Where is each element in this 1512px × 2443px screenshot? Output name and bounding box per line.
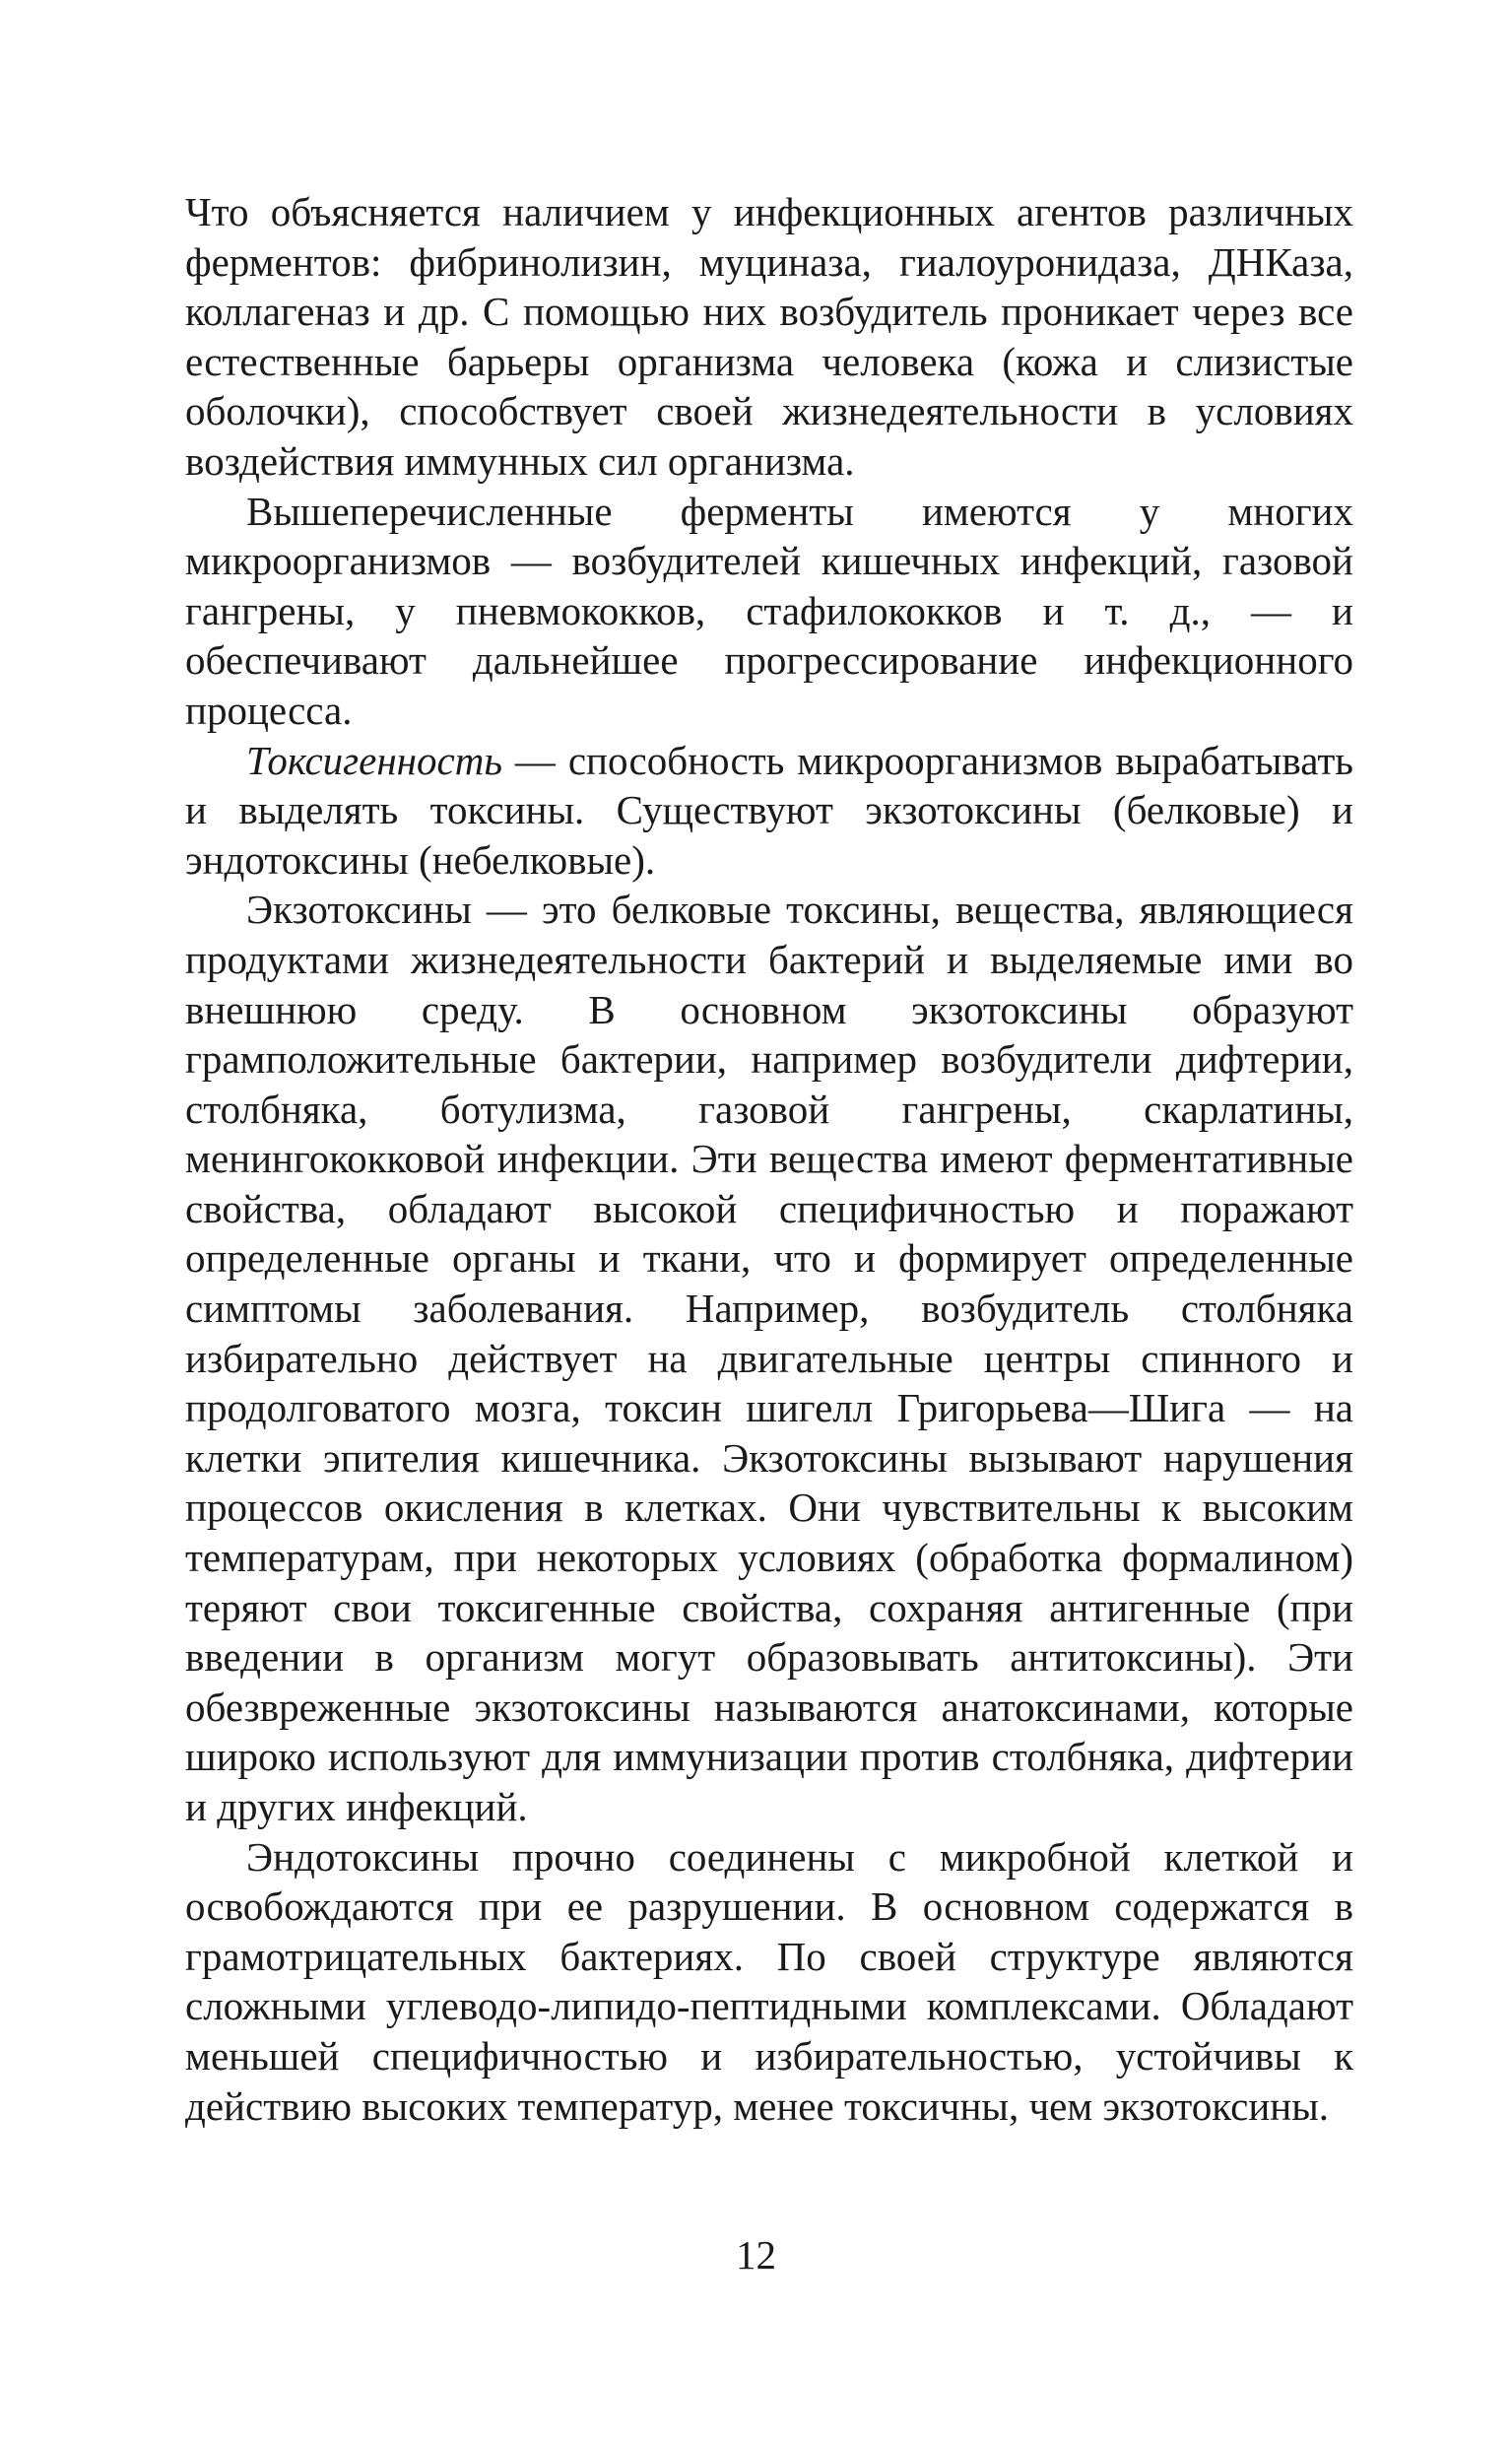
toxigenicity-definition: — способность микроорганизмов вырабатывать и выделять токсины. Существуют экзотоксины (белковые) и эндотоксины (небелковые). [185,737,1353,883]
paragraph-enzyme-list: Вышеперечисленные ферменты имеются у многих микроорганизмов — возбудителей кишечных инфекций, газовой гангрены, у пневмококков, стафилококков и т. д., — и обеспечивают дальнейшее прогрессирование инфекционного процесса. [185,488,1353,733]
paragraph-toxigenicity [185,736,1353,886]
paragraph-exotoxins: Экзотоксины — это белковые токсины, вещества, являющиеся продуктами жизнедеятельности бактерий и выделяемые ими во внешнюю среду. В основном экзотоксины образуют грамположительные бактерии, например возбудители дифтерии, столбняка, ботулизма, газовой гангрены, скарлатины, менингококковой инфекции. Эти вещества имеют ферментативные свойства, обладают высокой специфичностью и поражают определенные органы и ткани, что и формирует определенные симптомы заболевания. Например, возбудитель столбняка избирательно действует на двигательные центры спинного и продолговатого мозга, токсин шигелл Григорьева—Шига — на клетки эпителия кишечника. Экзотоксины вызывают нарушения процессов окисления в клетках. Они чувствительны к высоким температурам, при некоторых условиях (обработка формалином) теряют свои токсигенные свойства, сохраняя антигенные (при введении в организм могут образовывать антитоксины). Эти обезвреженные экзотоксины называются анатоксинами, которые широко используют для иммунизации против столбняка, дифтерии и других инфекций. [185,887,1353,1829]
page-body [185,187,1353,2131]
paragraph-enzymes: Что объясняется наличием у инфекционных агентов различных ферментов: фибринолизин, муциназа, гиалоуронидаза, ДНКаза, коллагеназ и др. С помощью них возбудитель проникает через все естественные барьеры организма человека (кожа и слизистые оболочки), способствует своей жизнедеятельности в условиях воздействия иммунных сил организма. [185,189,1353,484]
page-number: 12 [736,2232,776,2278]
paragraph-endotoxins: Эндотоксины прочно соединены с микробной клеткой и освобождаются при ее разрушении. В основном содержатся в грамотрицательных бактериях. По своей структуре являются сложными углеводо-липидо-пептидными комплексами. Обладают меньшей специфичностью и избирательностью, устойчивы к действию высоких температур, менее токсичны, чем экзотоксины. [185,1833,1353,2129]
term-toxigenicity: Токсигенность [246,737,502,783]
